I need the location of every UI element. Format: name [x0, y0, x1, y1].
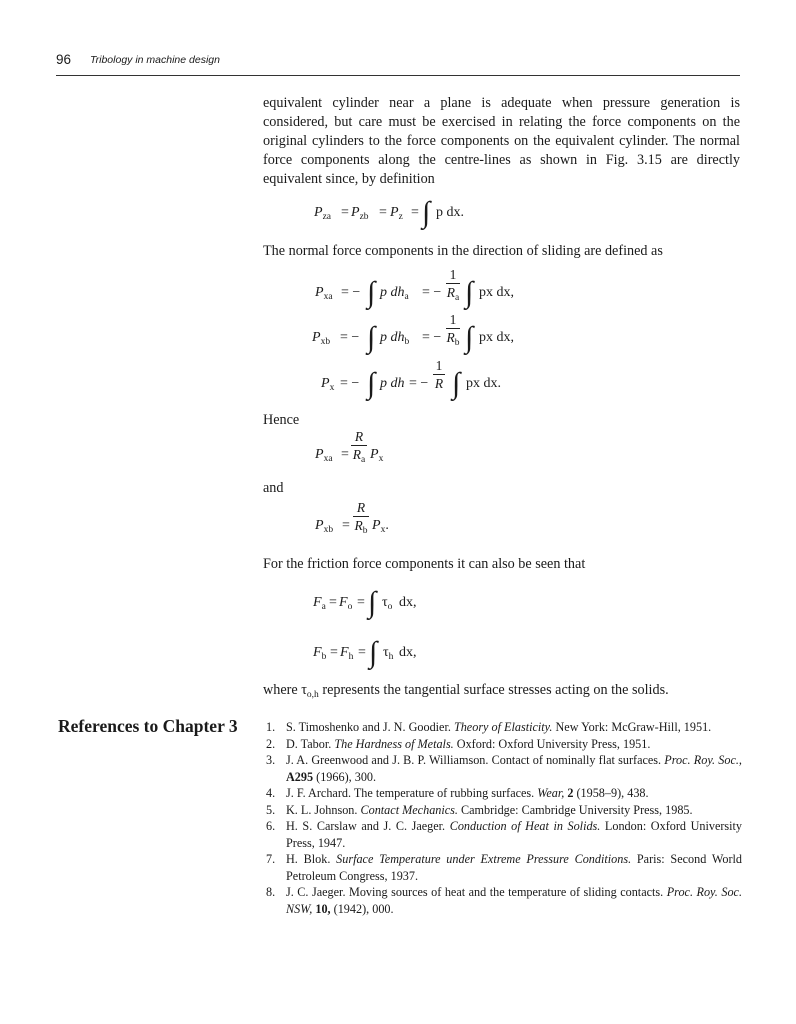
normal-sliding-text: The normal force components in the direction of sliding are defined as — [263, 243, 663, 259]
equation-pxa: $P_{xa}$ = − ∫ p $dh_a$ = − 1 $R_a$ ∫ px dx, — [315, 267, 514, 309]
reference-item: 7. H. Blok. Surface Temperature under Extreme Pressure Conditions. Paris: Second World Petroleum Congress, 1937. — [266, 852, 743, 883]
running-title: Tribology in machine design — [90, 54, 220, 66]
equation-px: $P_x$ = − ∫ p dh = − 1 R ∫ px dx. — [321, 358, 501, 400]
reference-item: 8. J. C. Jaeger. Moving sources of heat and the temperature of sliding contacts. Proc. Roy. Soc. NSW, 10, (1942), 000. — [266, 885, 742, 916]
where-text: where $\tau_{o,h}$ represents the tangential surface stresses acting on the solids. — [263, 682, 669, 700]
intro-paragraph: equivalent cylinder near a plane is adequate when pressure generation is considered, but care must be exercised in relating the force components on the original cylinders to the force components on the equivalent cylinder. The normal force components along the centre-lines as shown in Fig. 3.15 are directly equivalent since, by definition — [263, 95, 740, 187]
reference-item: 5. K. L. Johnson. Contact Mechanics. Cambridge: Cambridge University Press, 1985. — [266, 802, 693, 817]
reference-item: 6. H. S. Carslaw and J. C. Jaeger. Conduction of Heat in Solids. London: Oxford University Press, 1947. — [266, 819, 743, 850]
header-rule — [56, 75, 740, 76]
equation-pxb: $P_{xb}$ = − ∫ p $dh_b$ = − 1 $R_b$ ∫ px dx, — [312, 312, 514, 354]
page-header — [56, 52, 740, 76]
references-list — [266, 719, 742, 917]
reference-item: 4. J. F. Archard. The temperature of rubbing surfaces. Wear, 2 (1958–9), 438. — [266, 786, 649, 800]
reference-item: 1. S. Timoshenko and J. N. Goodier. Theory of Elasticity. New York: McGraw-Hill, 1951. — [266, 720, 712, 734]
equation-pxb-ratio: $P_{xb}$ = R $R_b$ $P_x$. — [315, 500, 389, 536]
equation-pxa-ratio: $P_{xa}$ = R $R_a$ $P_x$ — [315, 429, 384, 465]
page-number: 96 — [56, 52, 72, 67]
equation-fa: $F_a$ = $F_o$ = ∫ $\tau_o$ dx, — [313, 586, 417, 619]
and-text: and — [263, 480, 284, 496]
equation-normal-centreline: $P_{za}$ = $P_{zb}$ = $P_z$ = ∫ p dx. — [314, 196, 464, 229]
hence-text: Hence — [263, 412, 300, 428]
friction-text: For the friction force components it can also be seen that — [263, 556, 586, 572]
reference-item: 2. D. Tabor. The Hardness of Metals. Oxford: Oxford University Press, 1951. — [266, 736, 651, 751]
equation-fb: $F_b$ = $F_h$ = ∫ $\tau_h$ dx, — [313, 636, 417, 669]
references-heading: References to Chapter 3 — [58, 716, 238, 736]
reference-item: 3. J. A. Greenwood and J. B. P. Williamson. Contact of nominally flat surfaces. Proc. Roy. Soc., A295 (1966), 300. — [266, 753, 742, 784]
